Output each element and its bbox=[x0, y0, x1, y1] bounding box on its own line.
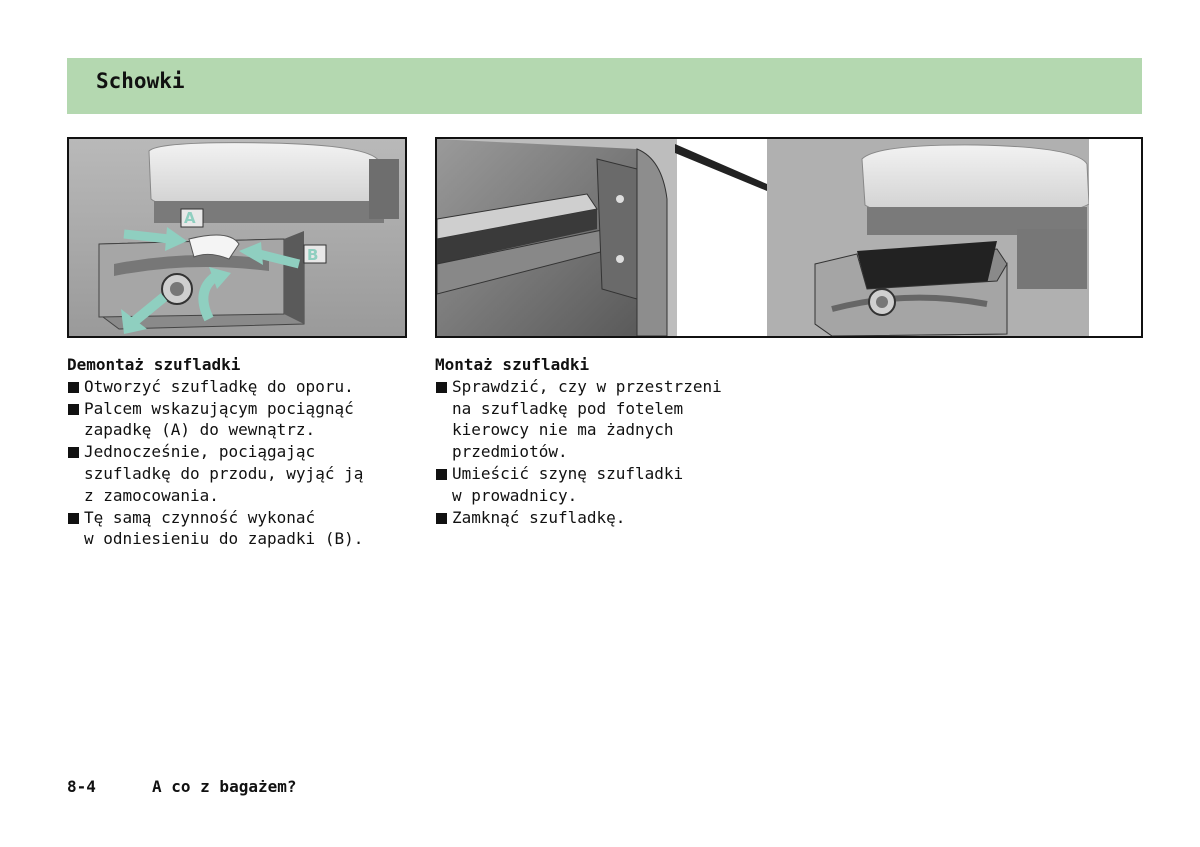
removal-heading: Demontaż szufladki bbox=[67, 355, 241, 374]
list-item bbox=[67, 507, 417, 551]
list-item bbox=[435, 376, 795, 463]
list-item bbox=[67, 441, 417, 506]
removal-steps bbox=[67, 376, 417, 550]
installation-heading: Montaż szufladki bbox=[435, 355, 590, 374]
removal-instructions bbox=[67, 354, 417, 550]
step-text: Sprawdzić, czy w przestrzeni na szufladkę pod fotelem kierowcy nie ma żadnych przedmiotów. bbox=[452, 376, 722, 462]
bullet-square-icon bbox=[68, 382, 79, 393]
drawer-removal-drawing bbox=[69, 139, 405, 336]
list-item bbox=[435, 507, 795, 529]
step-text: Tę samą czynność wykonać w odniesieniu do zapadki (B). bbox=[84, 507, 364, 549]
bullet-square-icon bbox=[436, 469, 447, 480]
installation-instructions bbox=[435, 354, 795, 528]
chapter-title: A co z bagażem? bbox=[152, 777, 297, 796]
drawer-removal-illustration bbox=[67, 137, 407, 338]
label-b: B bbox=[307, 246, 319, 264]
section-header-band bbox=[67, 58, 1142, 114]
list-item bbox=[67, 376, 417, 398]
bullet-square-icon bbox=[436, 382, 447, 393]
step-text: Umieścić szynę szufladki w prowadnicy. bbox=[452, 463, 684, 505]
step-text: Zamknąć szufladkę. bbox=[452, 507, 626, 527]
label-a: A bbox=[184, 209, 196, 227]
bullet-square-icon bbox=[68, 447, 79, 458]
page-footer bbox=[67, 777, 297, 796]
bullet-square-icon bbox=[68, 513, 79, 524]
bullet-square-icon bbox=[436, 513, 447, 524]
page-number: 8-4 bbox=[67, 777, 96, 796]
list-item bbox=[67, 398, 417, 442]
step-text: Palcem wskazującym pociągnąć zapadkę (A) do wewnątrz. bbox=[84, 398, 354, 440]
bullet-square-icon bbox=[68, 404, 79, 415]
step-text: Otworzyć szufladkę do oporu. bbox=[84, 376, 354, 396]
step-text: Jednocześnie, pociągając szufladkę do przodu, wyjąć ją z zamocowania. bbox=[84, 442, 364, 505]
list-item bbox=[435, 463, 795, 507]
page-title: Schowki bbox=[96, 69, 185, 93]
drawer-installation-illustration bbox=[435, 137, 1143, 338]
drawer-installation-drawing bbox=[437, 139, 1141, 336]
installation-steps bbox=[435, 376, 795, 529]
